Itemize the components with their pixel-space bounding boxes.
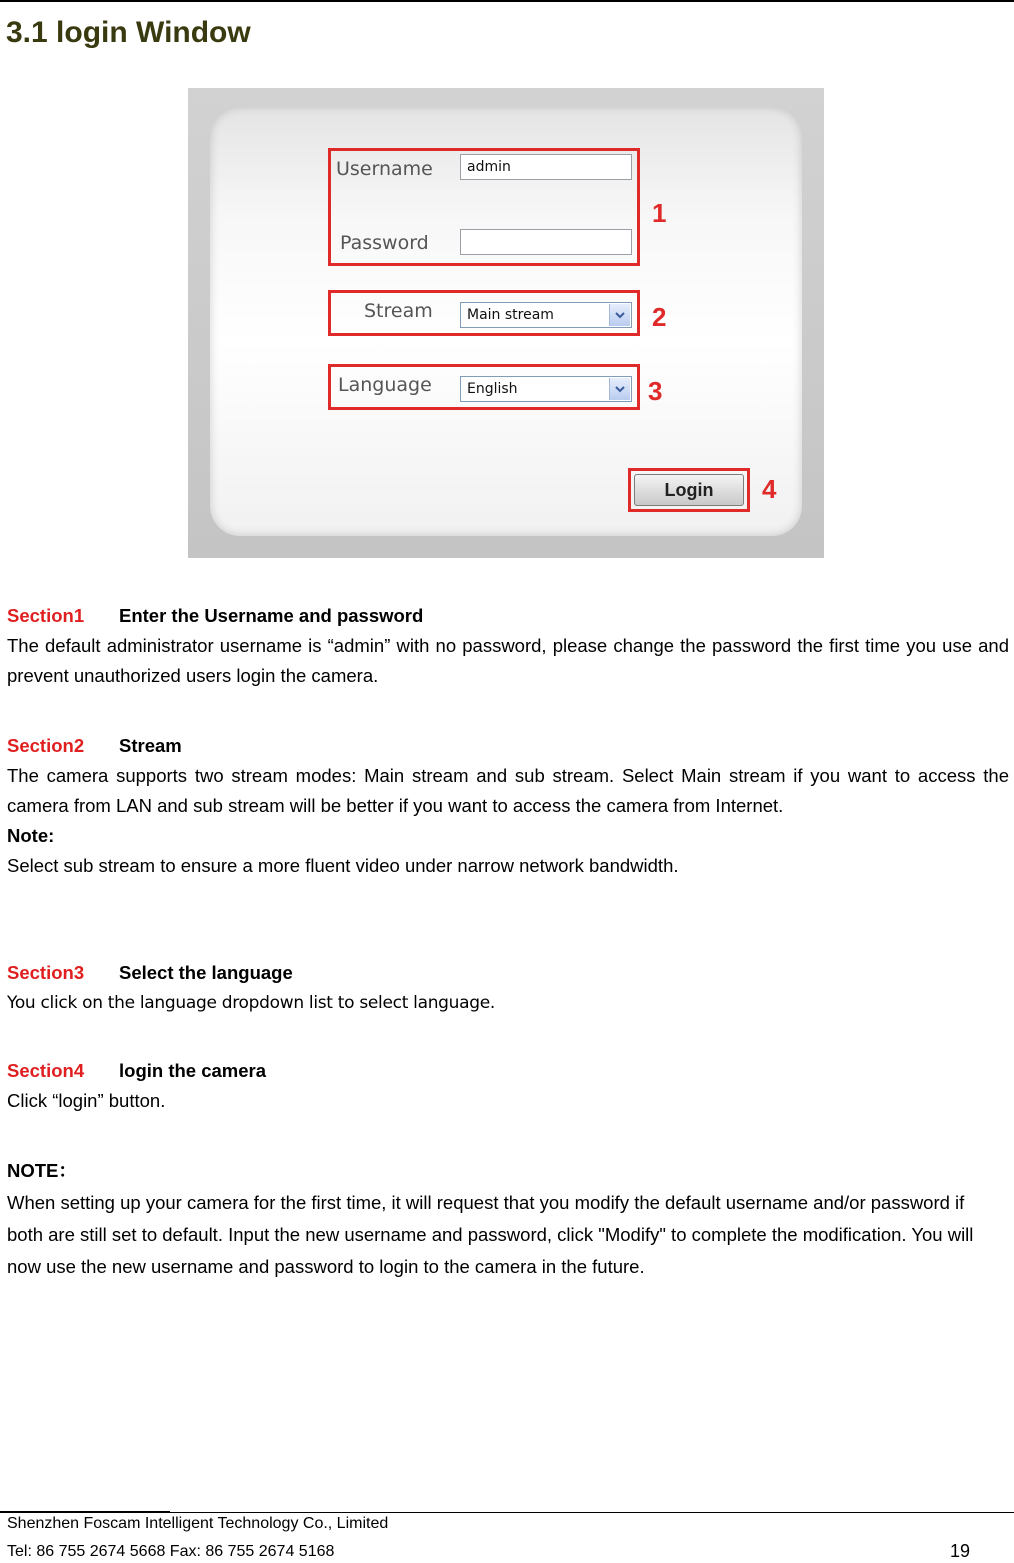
footer-rule <box>0 1512 1014 1513</box>
chevron-down-icon[interactable] <box>609 304 630 326</box>
username-label: Username <box>336 158 433 180</box>
language-select[interactable] <box>460 376 632 402</box>
language-label: Language <box>338 374 432 396</box>
section-heading <box>7 958 1009 988</box>
note-heading: NOTE： <box>7 1160 77 1181</box>
footer-company: Shenzhen Foscam Intelligent Technology Co., Limited <box>7 1515 389 1532</box>
login-panel <box>210 106 802 536</box>
section-2 <box>7 731 1009 881</box>
password-input[interactable] <box>460 229 632 255</box>
footer-contact: Tel: 86 755 2674 5668 Fax: 86 755 2674 5168 <box>7 1543 335 1560</box>
section-number: Section2 <box>7 735 85 756</box>
section-4 <box>7 1056 1009 1116</box>
callout-number-4: 4 <box>762 474 777 504</box>
top-rule <box>0 0 1014 2</box>
page-title: 3.1 login Window <box>6 16 251 49</box>
login-button[interactable]: Login <box>634 474 744 506</box>
note-block <box>7 1155 997 1283</box>
password-label: Password <box>340 232 429 254</box>
section-3 <box>7 958 1009 1018</box>
chevron-down-icon[interactable] <box>609 378 630 400</box>
section-title: Stream <box>119 735 182 756</box>
note-body: When setting up your camera for the first time, it will request that you modify the default username and/or password if both are still set to default. Input the new username and password, click "Modify" to complete the modification. You will now use the new username and password to login to the camera in the future. <box>7 1192 974 1277</box>
section-text: Click “login” button. <box>7 1090 166 1111</box>
note-text: Select sub stream to ensure a more fluent video under narrow network bandwidth. <box>7 855 679 876</box>
callout-number-2: 2 <box>652 302 667 332</box>
stream-select-value: Main stream <box>467 307 554 323</box>
language-select-value: English <box>467 381 518 397</box>
section-1 <box>7 601 1009 691</box>
section-title: Select the language <box>119 962 293 983</box>
section-number: Section1 <box>7 605 85 626</box>
section-number: Section3 <box>7 962 85 983</box>
note-label: Note: <box>7 825 55 846</box>
stream-label: Stream <box>364 300 433 322</box>
section-title: login the camera <box>119 1060 267 1081</box>
login-window-screenshot <box>188 88 824 558</box>
section-text: The default administrator username is “admin” with no password, please change the password the first time you use and prevent unauthorized users login the camera. <box>7 635 1009 686</box>
section-heading <box>7 1056 1009 1086</box>
section-text: You click on the language dropdown list to select language. <box>7 993 496 1013</box>
stream-select[interactable] <box>460 302 632 328</box>
username-input[interactable]: admin <box>460 154 632 180</box>
callout-number-1: 1 <box>652 198 667 228</box>
page-number: 19 <box>949 1541 970 1561</box>
section-text: The camera supports two stream modes: Main stream and sub stream. Select Main stream if you want to access the camera from LAN and sub stream will be better if you want to access the camera from Internet. <box>7 765 1009 816</box>
section-title: Enter the Username and password <box>119 605 424 626</box>
section-heading <box>7 731 1009 761</box>
callout-number-3: 3 <box>648 376 663 406</box>
section-heading <box>7 601 1009 631</box>
section-number: Section4 <box>7 1060 85 1081</box>
